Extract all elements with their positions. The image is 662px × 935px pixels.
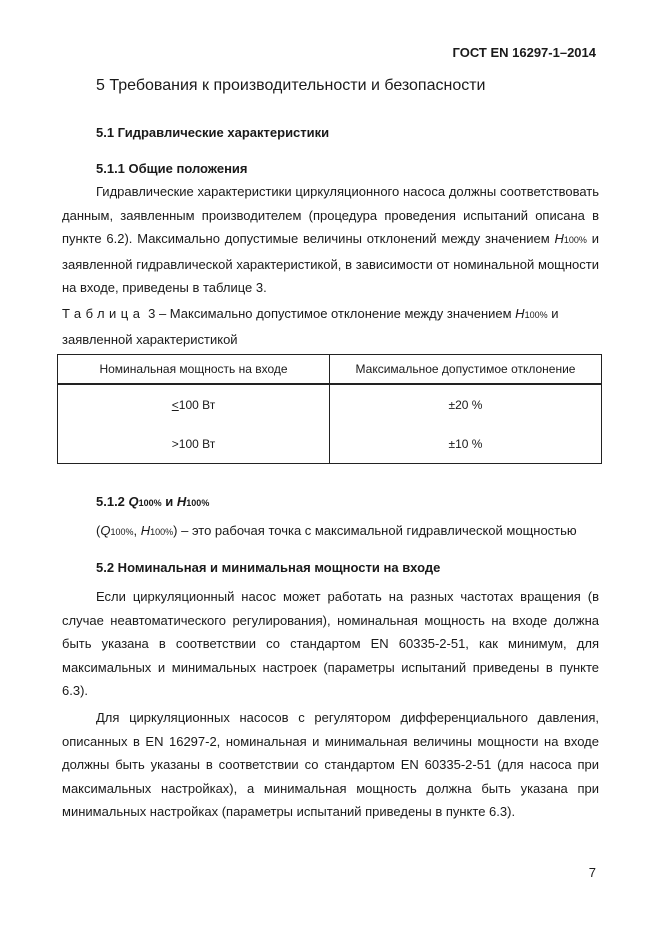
- table-cell-deviation: ±10 %: [330, 424, 602, 464]
- table-cell-power: >100 Вт: [58, 424, 330, 464]
- table-row: [58, 424, 602, 464]
- standard-code: ГОСТ EN 16297-1–2014: [452, 45, 596, 60]
- power-value: 100 Вт: [178, 397, 216, 412]
- section-5-title: 5 Требования к производительности и безопасности: [96, 77, 486, 94]
- table-3-caption: [62, 302, 599, 351]
- table-cell-power: [58, 384, 330, 424]
- para-text: Если циркуляционный насос может работать на разных частотах вращения (в случае неавтоматического регулирования), номинальная мощность на входе должна быть указана в соответствии со стандартом EN 60335-2-51, как минимум, для максимальных и минимальных настроек (параметры испытаний приведены в пункте 6.3).: [62, 589, 599, 698]
- symbol-subscript: 100%: [138, 498, 162, 508]
- symbol-subscript: 100%: [186, 498, 210, 508]
- para-text: Для циркуляционных насосов с регулятором дифференциального давления, описанных в EN 16297-2, номинальная и минимальная величины мощности на входе должны быть указаны в соответствии со стандартом EN 60335-2-51 (для насоса при максимальных настройках), а минимальная мощность должна быть указана при минимальных настройках (параметры испытаний приведены в пункте 6.3).: [62, 710, 599, 819]
- caption-text: и заявленной характеристикой: [62, 306, 559, 347]
- symbol-h: H: [554, 231, 564, 246]
- heading-conj: и: [161, 494, 177, 509]
- caption-text: 3 – Максимально допустимое отклонение между значением: [144, 306, 516, 321]
- para-text: ,: [133, 523, 141, 538]
- section-5-2-paragraph-1: [62, 585, 599, 703]
- symbol-h: H: [176, 494, 187, 509]
- table-header-deviation: Максимальное допустимое отклонение: [330, 355, 602, 385]
- table-3: [57, 354, 602, 464]
- symbol-subscript: 100%: [110, 527, 134, 537]
- caption-label: Таблица: [62, 306, 145, 321]
- para-text: Гидравлические характеристики циркуляционного насоса должны соответствовать данным, заявленным производителем (процедура проведения испытаний описана в пункте 6.2). Максимально допустимые величины отклонений между значением: [62, 184, 599, 246]
- table-header-power: Номинальная мощность на входе: [58, 355, 330, 385]
- para-text: ) – это рабочая точка с максимальной гидравлической мощностью: [173, 523, 577, 538]
- page-number: 7: [588, 865, 596, 880]
- para-text: и заявленной гидравлической характеристикой, в зависимости от номинальной мощности на входе, приведены в таблице 3.: [62, 231, 600, 295]
- symbol-h: H: [140, 523, 151, 538]
- symbol-q: Q: [128, 494, 139, 509]
- caption-subscript: 100%: [524, 310, 548, 320]
- heading-number: 5.1.2: [96, 494, 129, 509]
- section-5-1-title: 5.1 Гидравлические характеристики: [96, 125, 330, 140]
- table-row: [58, 384, 602, 424]
- section-5-1-2-title: [96, 494, 209, 509]
- para-text: (: [96, 523, 101, 538]
- le-sign: <: [171, 397, 179, 412]
- section-5-1-1-paragraph: [62, 180, 599, 300]
- table-cell-deviation: ±20 %: [330, 384, 602, 424]
- section-5-1-2-paragraph: [62, 519, 599, 545]
- symbol-subscript: 100%: [563, 235, 587, 245]
- symbol-q: Q: [100, 523, 111, 538]
- caption-symbol: H: [515, 306, 525, 321]
- symbol-subscript: 100%: [150, 527, 174, 537]
- section-5-2-paragraph-2: [62, 706, 599, 824]
- section-5-2-title: 5.2 Номинальная и минимальная мощности на входе: [96, 560, 441, 575]
- section-5-1-1-title: 5.1.1 Общие положения: [96, 161, 248, 176]
